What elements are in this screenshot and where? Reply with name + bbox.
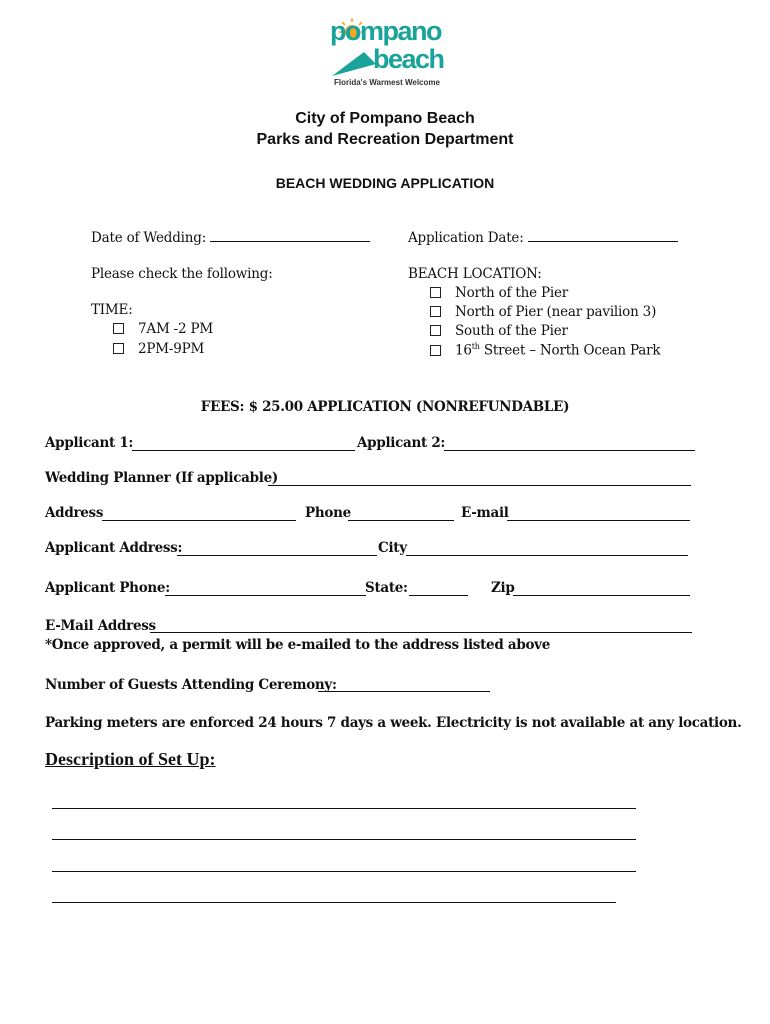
beach-location-label: BEACH LOCATION: [408, 266, 542, 282]
description-line[interactable] [52, 808, 636, 809]
time-option[interactable] [113, 321, 213, 337]
logo-word-pompano: pompano [330, 16, 441, 46]
location-option[interactable] [430, 304, 656, 320]
time-option-label: 7AM -2 PM [138, 321, 214, 337]
location-option[interactable] [430, 285, 568, 301]
logo-word-beach: beach [373, 44, 444, 74]
applicant-phone-label: Applicant Phone: [45, 580, 170, 596]
form-title: BEACH WEDDING APPLICATION [275, 175, 495, 191]
date-of-wedding-row [91, 229, 370, 246]
description-line[interactable] [52, 871, 636, 872]
permit-note: *Once approved, a permit will be e-mailed to the address listed above [45, 637, 550, 653]
department-title: Parks and Recreation Department [256, 131, 514, 148]
email-address-field[interactable] [150, 632, 692, 633]
location-16th-suffix: th [471, 342, 480, 351]
location-16th-label: Street – North Ocean Park [479, 342, 661, 359]
description-line[interactable] [52, 902, 616, 903]
checkbox[interactable] [113, 343, 124, 354]
applicant-2-field[interactable] [444, 450, 695, 451]
city-field[interactable] [406, 555, 688, 556]
application-date-field[interactable] [528, 229, 678, 242]
state-field[interactable] [409, 595, 468, 596]
email-label: E-mail [461, 505, 509, 521]
address-label: Address [45, 505, 104, 521]
state-label: State: [365, 580, 408, 596]
location-option[interactable] [430, 342, 660, 359]
applicant-address-label: Applicant Address: [45, 540, 183, 556]
please-check-label: Please check the following: [91, 266, 273, 282]
zip-field[interactable] [513, 595, 690, 596]
checkbox[interactable] [430, 306, 441, 317]
applicant-2-label: Applicant 2: [357, 435, 446, 451]
address-field[interactable] [102, 520, 296, 521]
logo-tagline: Florida's Warmest Welcome [334, 78, 440, 87]
applicant-1-field[interactable] [132, 450, 355, 451]
date-of-wedding-label: Date of Wedding: [91, 230, 207, 246]
location-option[interactable] [430, 323, 568, 339]
checkbox[interactable] [430, 287, 441, 298]
guests-field[interactable] [318, 691, 490, 692]
location-16th-number: 16 [455, 342, 472, 359]
fish-icon [332, 52, 376, 76]
description-heading: Description of Set Up: [45, 749, 216, 769]
checkbox[interactable] [430, 345, 441, 356]
location-option-label: South of the Pier [455, 323, 568, 339]
wedding-planner-field[interactable] [268, 485, 691, 486]
description-line[interactable] [52, 839, 636, 840]
application-date-row [408, 229, 678, 246]
applicant-address-field[interactable] [177, 555, 377, 556]
checkbox[interactable] [430, 325, 441, 336]
applicant-1-label: Applicant 1: [45, 435, 134, 451]
location-option-label: North of Pier (near pavilion 3) [455, 304, 657, 320]
email-address-label: E-Mail Address [45, 618, 156, 634]
phone-label: Phone [305, 505, 351, 521]
wedding-planner-label: Wedding Planner (If applicable) [45, 470, 278, 486]
zip-label: Zip [491, 580, 515, 596]
time-option[interactable] [113, 341, 204, 357]
parking-notice: Parking meters are enforced 24 hours 7 days a week. Electricity is not available at any location. [45, 715, 742, 731]
guests-label: Number of Guests Attending Ceremony: [45, 677, 337, 693]
phone-field[interactable] [348, 520, 454, 521]
application-date-label: Application Date: [408, 230, 524, 246]
city-title: City of Pompano Beach [295, 110, 475, 127]
logo [326, 14, 446, 92]
city-label: City [378, 540, 407, 556]
time-option-label: 2PM-9PM [138, 341, 205, 357]
checkbox[interactable] [113, 323, 124, 334]
date-of-wedding-field[interactable] [210, 229, 370, 242]
location-option-label: North of the Pier [455, 285, 569, 301]
fees-notice: FEES: $ 25.00 APPLICATION (NONREFUNDABLE) [200, 399, 570, 415]
email-field[interactable] [507, 520, 690, 521]
time-label: TIME: [91, 302, 133, 318]
applicant-phone-field[interactable] [165, 595, 366, 596]
